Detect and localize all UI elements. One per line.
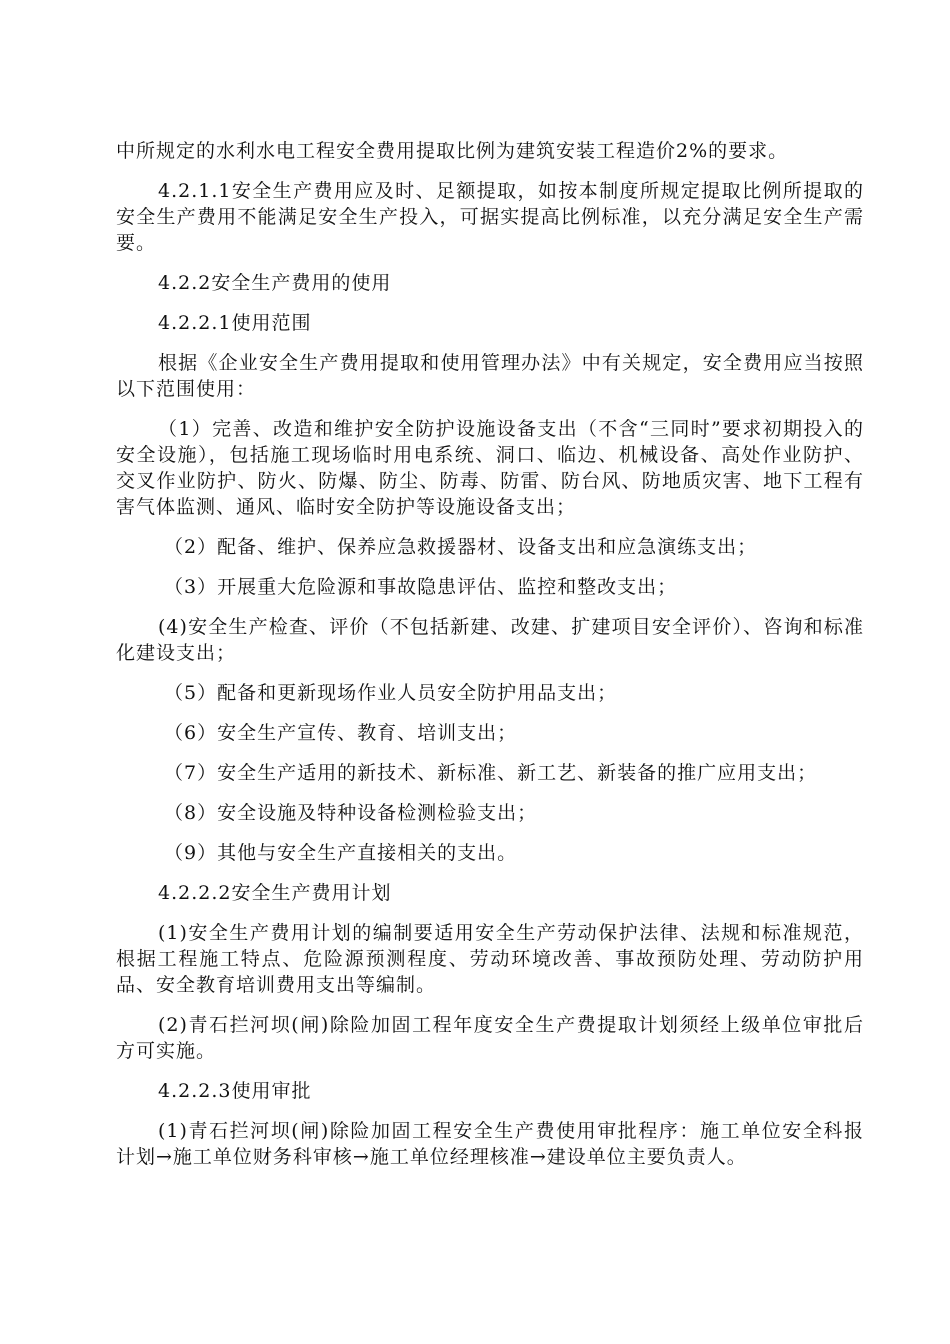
heading-4-2-2-1: 4.2.2.1使用范围 — [158, 312, 312, 334]
paragraph-4-2-1-1: 4.2.1.1安全生产费用应及时、足额提取，如按本制度所规定提取比例所提取的安全生产费用不能满足安全生产投入，可据实提高比例标准，以充分满足安全生产需要。 — [116, 180, 864, 254]
heading-4-2-2-3: 4.2.2.3使用审批 — [158, 1080, 312, 1102]
paragraph-scope-intro: 根据《企业安全生产费用提取和使用管理办法》中有关规定，安全费用应当按照以下范围使用： — [116, 352, 864, 400]
approval-item-1: (1)青石拦河坝(闸)除险加固工程安全生产费使用审批程序：施工单位安全科报计划→施工单位财务科审核→施工单位经理核准→建设单位主要负责人。 — [116, 1120, 864, 1168]
heading-4-2-2-2: 4.2.2.2安全生产费用计划 — [158, 882, 392, 904]
heading-4-2-2: 4.2.2安全生产费用的使用 — [158, 272, 392, 294]
list-item-8: （8）安全设施及特种设备检测检验支出； — [164, 802, 538, 824]
list-item-1: （1）完善、改造和维护安全防护设施设备支出（不含“三同时”要求初期投入的安全设施），包括施工现场临时用电系统、洞口、临边、机械设备、高处作业防护、交叉作业防护、防火、防爆、防尘、防毒、防雷、防台风、防地质灾害、地下工程有害气体监测、通风、临时安全防护等设施设备支出； — [116, 418, 864, 518]
list-item-3: （3）开展重大危险源和事故隐患评估、监控和整改支出； — [164, 576, 678, 598]
list-item-7: （7）安全生产适用的新技术、新标准、新工艺、新装备的推广应用支出； — [164, 762, 818, 784]
list-item-5: （5）配备和更新现场作业人员安全防护用品支出； — [164, 682, 618, 704]
plan-item-2: (2)青石拦河坝(闸)除险加固工程年度安全生产费提取计划须经上级单位审批后方可实施。 — [116, 1014, 864, 1062]
plan-item-1: (1)安全生产费用计划的编制要适用安全生产劳动保护法律、法规和标准规范，根据工程施工特点、危险源预测程度、劳动环境改善、事故预防处理、劳动防护用品、安全教育培训费用支出等编制。 — [116, 922, 864, 996]
list-item-2: （2）配备、维护、保养应急救援器材、设备支出和应急演练支出； — [164, 536, 758, 558]
list-item-9: （9）其他与安全生产直接相关的支出。 — [164, 842, 518, 864]
list-item-4: (4)安全生产检查、评价（不包括新建、改建、扩建项目安全评价）、咨询和标准化建设支出； — [116, 616, 864, 664]
paragraph-cost-ratio: 中所规定的水利水电工程安全费用提取比例为建筑安装工程造价2%的要求。 — [116, 140, 789, 162]
list-item-6: （6）安全生产宣传、教育、培训支出； — [164, 722, 518, 744]
document-body — [116, 138, 864, 1184]
